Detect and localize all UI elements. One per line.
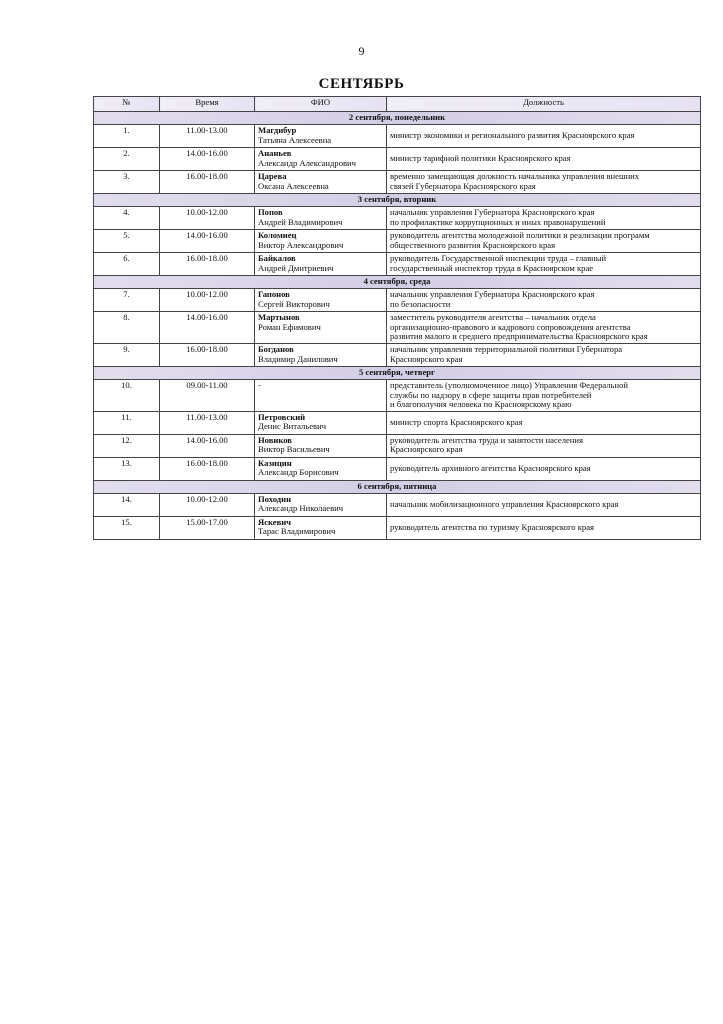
person-given-names: Александр Николаевич [258,503,344,514]
schedule-table [93,96,701,540]
entry-time: 16.00-18.00 [160,171,255,194]
entry-person [255,207,387,230]
entry-person [255,253,387,276]
entry-person [255,379,387,411]
table-row [94,434,701,457]
table-row [94,493,701,516]
day-label: 3 сентября, вторник [94,194,701,207]
entry-time: 14.00-16.00 [160,434,255,457]
entry-position: начальник мобилизационного управления Красноярского края [387,493,701,516]
entry-number: 3. [94,171,160,194]
schedule-body [94,112,701,540]
column-header-name: ФИО [255,97,387,112]
person-surname: Новиков [258,434,292,445]
entry-person [255,289,387,312]
entry-position: руководитель агентства молодежной политики и реализации программ общественного развития Красноярского края [387,230,701,253]
entry-person [255,434,387,457]
day-label: 5 сентября, четверг [94,366,701,379]
entry-position: начальник управления Губернатора Красноярского края по безопасности [387,289,701,312]
table-row [94,253,701,276]
person-surname: Магдибур [258,125,297,135]
entry-time: 16.00-18.00 [160,253,255,276]
person-surname: Казицин [258,457,292,468]
entry-number: 4. [94,207,160,230]
person-surname: Яскевич [258,516,292,527]
table-row [94,125,701,148]
entry-person [255,125,387,148]
day-label: 6 сентября, пятница [94,480,701,493]
person-given-names: Денис Витальевич [258,421,327,432]
table-row [94,379,701,411]
table-row [94,516,701,539]
column-header-number: № [94,97,160,112]
entry-number: 10. [94,379,160,411]
entry-position: заместитель руководителя агентства – начальник отдела организационно-правового и кадрового сопровождения агентства развития малого и среднего предпринимательства Красноярского края [387,312,701,344]
entry-time: 10.00-12.00 [160,207,255,230]
person-surname: Ананьев [258,148,292,158]
person-given-names: Татьяна Алексеевна [258,134,332,145]
entry-time: 14.00-16.00 [160,312,255,344]
entry-time: 16.00-18.00 [160,457,255,480]
table-row [94,457,701,480]
person-given-names: Сергей Викторович [258,298,330,309]
table-row [94,343,701,366]
entry-position: министр тарифной политики Красноярского края [387,148,701,171]
entry-number: 2. [94,148,160,171]
day-header-row [94,480,701,493]
entry-number: 7. [94,289,160,312]
entry-number: 15. [94,516,160,539]
person-surname: Гапонов [258,289,290,299]
day-label: 4 сентября, среда [94,276,701,289]
person-surname: Байкалов [258,253,296,263]
column-header-time: Время [160,97,255,112]
day-label: 2 сентября, понедельник [94,112,701,125]
entry-time: 11.00-13.00 [160,411,255,434]
page-number: 9 [358,44,365,58]
person-given-names: Оксана Алексеевна [258,180,329,191]
person-given-names: Виктор Александрович [258,239,344,250]
person-given-names: Александр Александрович [258,157,356,168]
person-given-names: Александр Борисович [258,467,339,478]
table-row [94,207,701,230]
entry-position: руководитель архивного агентства Красноярского края [387,457,701,480]
entry-person [255,148,387,171]
entry-position: представитель (уполномоченное лицо) Управления Федеральной службы по надзору в сфере защиты прав потребителей и благополучия человека по Красноярскому краю [387,379,701,411]
entry-person [255,230,387,253]
entry-number: 11. [94,411,160,434]
person-given-names: Виктор Васильевич [258,444,330,455]
entry-person [255,312,387,344]
table-row [94,411,701,434]
entry-time: 10.00-12.00 [160,493,255,516]
person-surname: Царева [258,171,287,181]
day-header-row [94,366,701,379]
person-surname: Походин [258,493,292,504]
entry-person [255,457,387,480]
entry-position: начальник управления территориальной политики Губернатора Красноярского края [387,343,701,366]
table-row [94,171,701,194]
entry-position: начальник управления Губернатора Красноярского края по профилактике коррупционных и иных правонарушений [387,207,701,230]
person-given-names: Андрей Дмитриевич [258,262,334,273]
entry-person [255,171,387,194]
entry-position: министр спорта Красноярского края [387,411,701,434]
entry-time: 15.00-17.00 [160,516,255,539]
person-surname: Петровский [258,411,306,422]
entry-time: 16.00-18.00 [160,343,255,366]
entry-person [255,411,387,434]
person-given-names: Андрей Владимирович [258,216,343,227]
month-title: СЕНТЯБРЬ [318,76,405,92]
entry-person [255,493,387,516]
entry-number: 14. [94,493,160,516]
entry-time: 10.00-12.00 [160,289,255,312]
table-row [94,289,701,312]
person-surname: Попов [258,207,283,217]
entry-time: 09.00-11.00 [160,379,255,411]
entry-number: 12. [94,434,160,457]
day-header-row [94,194,701,207]
entry-person [255,516,387,539]
entry-position: министр экономики и регионального развития Красноярского края [387,125,701,148]
person-surname: Коломиец [258,230,297,240]
person-given-names: Тарас Владимирович [258,526,336,537]
entry-position: временно замещающая должность начальника управления внешних связей Губернатора Красноярского края [387,171,701,194]
table-row [94,148,701,171]
entry-position: руководитель агентства по туризму Красноярского края [387,516,701,539]
entry-position: руководитель агентства труда и занятости населения Красноярского края [387,434,701,457]
entry-position: руководитель Государственной инспекции труда – главный государственный инспектор труда в Красноярском крае [387,253,701,276]
entry-time: 14.00-16.00 [160,148,255,171]
table-row [94,230,701,253]
person-surname: Мартынов [258,312,300,322]
entry-number: 5. [94,230,160,253]
day-header-row [94,112,701,125]
entry-person [255,343,387,366]
entry-number: 8. [94,312,160,344]
entry-time: 11.00-13.00 [160,125,255,148]
entry-number: 6. [94,253,160,276]
day-header-row [94,276,701,289]
column-header-position: Должность [387,97,701,112]
person-given-names: Роман Ефимович [258,321,321,332]
person-given-names: Владимир Данилович [258,353,338,364]
person-given-names: - [258,379,261,390]
header-row [94,97,701,112]
table-row [94,312,701,344]
entry-number: 9. [94,343,160,366]
entry-number: 1. [94,125,160,148]
entry-time: 14.00-16.00 [160,230,255,253]
person-surname: Богданов [258,343,294,354]
entry-number: 13. [94,457,160,480]
